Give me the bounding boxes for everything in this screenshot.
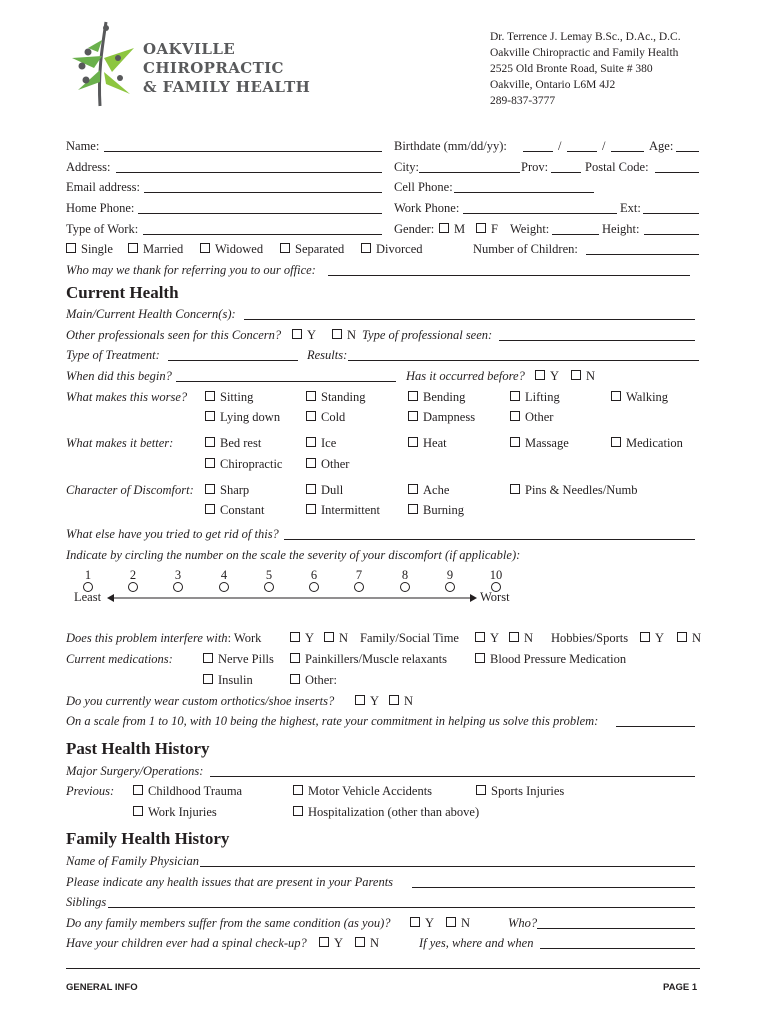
checkbox-icon — [510, 411, 520, 421]
scale-number: 9 — [446, 568, 454, 582]
checkbox-icon — [203, 653, 213, 663]
checkbox-icon — [640, 632, 650, 642]
option-label: N — [370, 936, 380, 950]
option-label: Dampness — [423, 410, 476, 424]
option-label: Massage — [525, 436, 569, 450]
home-phone-field[interactable] — [138, 213, 382, 214]
tried-field[interactable] — [284, 539, 695, 540]
option-label: Married — [143, 242, 184, 256]
option-label: Walking — [626, 390, 669, 404]
scale-circle[interactable] — [445, 582, 455, 592]
checkbox-icon — [361, 243, 371, 253]
occurred-label: Has it occurred before? — [406, 369, 525, 383]
weight-field[interactable] — [552, 234, 599, 235]
worse-label: What makes this worse? — [66, 390, 188, 404]
checkbox-icon — [293, 806, 303, 816]
other-prof-no[interactable] — [332, 328, 356, 343]
scale-circle[interactable] — [264, 582, 274, 592]
option-label: Pins & Needles/Numb — [525, 483, 638, 497]
cell-field[interactable] — [454, 192, 594, 193]
better-option[interactable] — [306, 457, 349, 472]
physician-field[interactable] — [200, 866, 695, 867]
better-option[interactable] — [205, 457, 282, 472]
checkbox-icon — [410, 917, 420, 927]
work-phone-label: Work Phone: — [394, 201, 460, 215]
checkbox-icon — [205, 411, 215, 421]
checkbox-icon — [510, 437, 520, 447]
character-option[interactable] — [306, 483, 343, 498]
results-label: Results: — [307, 348, 348, 362]
checkbox-icon — [203, 674, 213, 684]
checkbox-icon — [476, 785, 486, 795]
scale-number: 3 — [174, 568, 182, 582]
worse-option[interactable] — [408, 390, 465, 405]
city-field[interactable] — [419, 172, 520, 173]
option-label: Other — [525, 410, 554, 424]
character-option[interactable] — [205, 503, 264, 518]
family-no[interactable] — [509, 631, 533, 646]
checkbox-icon — [324, 632, 334, 642]
better-option[interactable] — [306, 436, 336, 451]
checkbox-icon — [535, 370, 545, 380]
option-label: Y — [490, 631, 500, 645]
option-label: Motor Vehicle Accidents — [308, 784, 433, 798]
checkbox-icon — [306, 504, 316, 514]
checkbox-icon — [439, 223, 449, 233]
worse-option[interactable] — [306, 410, 345, 425]
medication-option[interactable] — [290, 673, 337, 688]
checkbox-icon — [306, 391, 316, 401]
previous-option[interactable] — [133, 805, 217, 820]
address-line: 2525 Old Bronte Road, Suite # 380 — [490, 63, 653, 75]
scale-circle[interactable] — [400, 582, 410, 592]
checkbox-icon — [133, 785, 143, 795]
scale-circle[interactable] — [309, 582, 319, 592]
footer-left: GENERAL INFO — [66, 982, 138, 993]
character-option[interactable] — [306, 503, 380, 518]
clinic-logo — [64, 18, 314, 112]
children-label: Number of Children: — [473, 242, 578, 256]
checkbox-icon — [319, 937, 329, 947]
scale-number: 5 — [265, 568, 273, 582]
better-option[interactable] — [611, 436, 683, 451]
option-label: Y — [307, 328, 317, 342]
checkbox-icon — [290, 674, 300, 684]
option-label: F — [491, 222, 498, 236]
option-label: Burning — [423, 503, 464, 517]
medication-option[interactable] — [203, 652, 274, 667]
interfere-label — [66, 631, 261, 646]
option-label: Sharp — [220, 483, 250, 497]
scale-number: 2 — [129, 568, 137, 582]
logo-line-3: & FAMILY HEALTH — [143, 78, 311, 96]
checkbox-icon — [205, 458, 215, 468]
address-line: 289-837-3777 — [490, 95, 556, 107]
email-label: Email address: — [66, 180, 140, 194]
option-label: Cold — [321, 410, 346, 424]
children-field[interactable] — [586, 254, 699, 255]
previous-label: Previous: — [66, 784, 115, 798]
marital-divorced[interactable] — [361, 242, 423, 257]
prov-field[interactable] — [551, 172, 581, 173]
gender-m-option[interactable] — [439, 222, 465, 237]
option-label: Intermittent — [321, 503, 381, 517]
work-type-field[interactable] — [143, 234, 382, 235]
option-label: N — [586, 369, 596, 383]
checkbox-icon — [509, 632, 519, 642]
option-label: N — [339, 631, 349, 645]
scale-circle[interactable] — [173, 582, 183, 592]
checkbox-icon — [408, 437, 418, 447]
birthdate-label: Birthdate (mm/dd/yy): — [394, 139, 507, 153]
checkbox-icon — [408, 504, 418, 514]
family-social-label: Family/Social Time — [360, 631, 459, 645]
option-label: M — [454, 222, 466, 236]
who-field[interactable] — [537, 928, 695, 929]
checkbox-icon — [475, 632, 485, 642]
section-title-current-health: Current Health — [66, 283, 179, 302]
checkbox-icon — [292, 329, 302, 339]
date-separator: / — [602, 139, 606, 153]
option-label: Childhood Trauma — [148, 784, 243, 798]
address-field[interactable] — [116, 172, 382, 173]
option-label: Nerve Pills — [218, 652, 274, 666]
type-prof-field[interactable] — [499, 340, 695, 341]
option-label: Y — [655, 631, 665, 645]
concern-field[interactable] — [244, 319, 695, 320]
hobbies-label: Hobbies/Sports — [551, 631, 629, 645]
section-title-past-health: Past Health History — [66, 739, 210, 758]
type-prof-label: Type of professional seen: — [362, 328, 493, 342]
checkbox-icon — [355, 937, 365, 947]
date-separator: / — [558, 139, 562, 153]
birth-month-field[interactable] — [523, 151, 553, 152]
checkbox-icon — [389, 695, 399, 705]
siblings-field[interactable] — [108, 907, 695, 908]
previous-option[interactable] — [133, 784, 242, 799]
medication-option[interactable] — [475, 652, 626, 667]
checkbox-icon — [611, 391, 621, 401]
checkbox-icon — [611, 437, 621, 447]
checkbox-icon — [476, 223, 486, 233]
interfere-question: Does this problem interfere with — [66, 631, 228, 645]
checkbox-icon — [446, 917, 456, 927]
option-label: Y — [550, 369, 560, 383]
option-label: Dull — [321, 483, 344, 497]
marital-separated[interactable] — [280, 242, 344, 257]
better-option[interactable] — [205, 436, 261, 451]
results-field[interactable] — [348, 360, 699, 361]
birth-day-field[interactable] — [567, 151, 597, 152]
option-label: Widowed — [215, 242, 264, 256]
scale-number: 4 — [220, 568, 228, 582]
checkbox-icon — [306, 458, 316, 468]
footer-right: PAGE 1 — [663, 982, 698, 993]
treatment-field[interactable] — [168, 360, 298, 361]
home-phone-label: Home Phone: — [66, 201, 135, 215]
ext-label: Ext: — [620, 201, 641, 215]
option-label: Single — [81, 242, 113, 256]
option-label: Divorced — [376, 242, 423, 256]
checkbox-icon — [510, 391, 520, 401]
checkbox-icon — [128, 243, 138, 253]
occurred-yes[interactable] — [535, 369, 559, 384]
height-label: Height: — [602, 222, 640, 236]
option-label: Lifting — [525, 390, 560, 404]
where-label: If yes, where and when — [419, 936, 534, 950]
scale-number: 8 — [401, 568, 409, 582]
option-label: Chiropractic — [220, 457, 283, 471]
surgery-label: Major Surgery/Operations: — [66, 764, 204, 778]
option-label: Bed rest — [220, 436, 262, 450]
checkbox-icon — [205, 484, 215, 494]
option-label: N — [524, 631, 534, 645]
option-label: Sports Injuries — [491, 784, 565, 798]
checkbox-icon — [306, 437, 316, 447]
character-option[interactable] — [408, 483, 449, 498]
option-label: Y — [425, 916, 435, 930]
work-phone-field[interactable] — [463, 213, 617, 214]
checkbox-icon — [66, 243, 76, 253]
checkbox-icon — [205, 391, 215, 401]
checkbox-icon — [408, 391, 418, 401]
checkbox-icon — [280, 243, 290, 253]
checkbox-icon — [355, 695, 365, 705]
checkbox-icon — [290, 632, 300, 642]
checkbox-icon — [133, 806, 143, 816]
name-field[interactable] — [104, 151, 382, 152]
other-prof-yes[interactable] — [292, 328, 316, 343]
gender-label: Gender: — [394, 222, 435, 236]
address-line: Dr. Terrence J. Lemay B.Sc., D.Ac., D.C. — [490, 31, 681, 43]
checkbox-icon — [205, 437, 215, 447]
worst-label: Worst — [480, 590, 510, 604]
checkbox-icon — [290, 653, 300, 663]
city-label: City: — [394, 160, 420, 174]
work-type-label: Type of Work: — [66, 222, 139, 236]
character-option[interactable] — [510, 483, 638, 498]
better-label: What makes it better: — [66, 436, 174, 450]
option-label: Heat — [423, 436, 447, 450]
parents-label: Please indicate any health issues that are present in your Parents — [66, 875, 394, 889]
spinal-no[interactable] — [355, 936, 379, 951]
checkbox-icon — [205, 504, 215, 514]
logo-line-2: CHIROPRACTIC — [143, 59, 284, 77]
cell-label: Cell Phone: — [394, 180, 453, 194]
medications-label: Current medications: — [66, 652, 173, 666]
where-field[interactable] — [540, 948, 695, 949]
checkbox-icon — [200, 243, 210, 253]
character-label: Character of Discomfort: — [66, 483, 194, 497]
same-condition-label: Do any family members suffer from the same condition (as you)? — [66, 916, 391, 930]
hobbies-no[interactable] — [677, 631, 701, 646]
address-line: Oakville, Ontario L6M 4J2 — [490, 79, 616, 91]
option-label: Hospitalization (other than above) — [308, 805, 480, 819]
spinal-yes[interactable] — [319, 936, 343, 951]
worse-option[interactable] — [408, 410, 475, 425]
option-label: N — [404, 694, 414, 708]
least-label: Least — [74, 590, 102, 604]
severity-instruction: Indicate by circling the number on the scale the severity of your discomfort (if applicable): — [66, 548, 521, 562]
option-label: Ache — [423, 483, 450, 497]
postal-field[interactable] — [655, 172, 699, 173]
orthotics-yes[interactable] — [355, 694, 379, 709]
tried-label: What else have you tried to get rid of this? — [66, 527, 279, 541]
option-label: Y — [305, 631, 315, 645]
parents-field[interactable] — [412, 887, 695, 888]
spinal-label: Have your children ever had a spinal check-up? — [66, 936, 307, 950]
hobbies-yes[interactable] — [640, 631, 664, 646]
option-label: Work Injuries — [148, 805, 217, 819]
character-option[interactable] — [408, 503, 464, 518]
option-label: Bending — [423, 390, 466, 404]
scale-number: 7 — [355, 568, 363, 582]
work-yes[interactable] — [290, 631, 314, 646]
option-label: N — [461, 916, 471, 930]
option-label: Y — [370, 694, 380, 708]
postal-label: Postal Code: — [585, 160, 649, 174]
name-label: Name: — [66, 139, 100, 153]
option-label: Y — [334, 936, 344, 950]
previous-option[interactable] — [293, 784, 432, 799]
better-option[interactable] — [510, 436, 569, 451]
height-field[interactable] — [644, 234, 699, 235]
scale-number: 1 — [84, 568, 92, 582]
medication-option[interactable] — [290, 652, 447, 667]
option-label: Separated — [295, 242, 345, 256]
checkbox-icon — [293, 785, 303, 795]
scale-arrow-icon — [107, 593, 477, 603]
marital-widowed[interactable] — [200, 242, 263, 257]
option-label: Blood Pressure Medication — [490, 652, 627, 666]
checkbox-icon — [475, 653, 485, 663]
previous-option[interactable] — [476, 784, 564, 799]
marital-married[interactable] — [128, 242, 183, 257]
scale-number: 6 — [310, 568, 318, 582]
family-yes[interactable] — [475, 631, 499, 646]
interfere-work: : Work — [227, 631, 262, 645]
ext-field[interactable] — [643, 213, 699, 214]
option-label: Insulin — [218, 673, 253, 687]
treatment-label: Type of Treatment: — [66, 348, 160, 362]
option-label: Standing — [321, 390, 366, 404]
checkbox-icon — [510, 484, 520, 494]
prov-label: Prov: — [521, 160, 549, 174]
scale-circle[interactable] — [219, 582, 229, 592]
birth-year-field[interactable] — [611, 151, 644, 152]
worse-option[interactable] — [205, 390, 253, 405]
referral-label: Who may we thank for referring you to our office: — [66, 263, 316, 277]
scale-circle[interactable] — [354, 582, 364, 592]
better-option[interactable] — [408, 436, 447, 451]
physician-label: Name of Family Physician — [66, 854, 199, 868]
commitment-label: On a scale from 1 to 10, with 10 being the highest, rate your commitment in helping us solve this problem: — [66, 714, 599, 728]
when-began-label: When did this begin? — [66, 369, 172, 383]
option-label: Other — [321, 457, 350, 471]
referral-field[interactable] — [328, 275, 690, 276]
orthotics-label: Do you currently wear custom orthotics/shoe inserts? — [66, 694, 335, 708]
character-option[interactable] — [205, 483, 249, 498]
medication-option[interactable] — [203, 673, 253, 688]
option-label: Ice — [321, 436, 337, 450]
age-label: Age: — [649, 139, 674, 153]
orthotics-no[interactable] — [389, 694, 413, 709]
who-label: Who? — [508, 916, 538, 930]
scale-circle[interactable] — [128, 582, 138, 592]
spine-leaf-icon — [64, 18, 144, 112]
email-field[interactable] — [144, 192, 382, 193]
address-label: Address: — [66, 160, 111, 174]
option-label: Other: — [305, 673, 337, 687]
same-condition-no[interactable] — [446, 916, 470, 931]
worse-option[interactable] — [306, 390, 365, 405]
option-label: Constant — [220, 503, 265, 517]
concern-label: Main/Current Health Concern(s): — [66, 307, 236, 321]
gender-f-option[interactable] — [476, 222, 498, 237]
option-label: Lying down — [220, 410, 281, 424]
address-line: Oakville Chiropractic and Family Health — [490, 47, 679, 59]
siblings-label: Siblings — [66, 895, 107, 909]
checkbox-icon — [571, 370, 581, 380]
option-label: Sitting — [220, 390, 254, 404]
option-label: Medication — [626, 436, 683, 450]
occurred-no[interactable] — [571, 369, 595, 384]
when-began-field[interactable] — [176, 381, 396, 382]
option-label: Painkillers/Muscle relaxants — [305, 652, 447, 666]
previous-option[interactable] — [293, 805, 479, 820]
age-field[interactable] — [676, 151, 699, 152]
same-condition-yes[interactable] — [410, 916, 434, 931]
worse-option[interactable] — [510, 410, 553, 425]
other-prof-label: Other professionals seen for this Concern? — [66, 328, 282, 342]
footer-divider — [66, 968, 700, 969]
checkbox-icon — [306, 484, 316, 494]
checkbox-icon — [332, 329, 342, 339]
surgery-field[interactable] — [210, 776, 695, 777]
commitment-field[interactable] — [616, 726, 695, 727]
option-label: N — [692, 631, 702, 645]
work-no[interactable] — [324, 631, 348, 646]
logo-line-1: OAKVILLE — [143, 40, 236, 58]
weight-label: Weight: — [510, 222, 550, 236]
scale-number: 10 — [489, 568, 503, 582]
option-label: N — [347, 328, 357, 342]
worse-option[interactable] — [611, 390, 668, 405]
checkbox-icon — [408, 484, 418, 494]
worse-option[interactable] — [205, 410, 280, 425]
worse-option[interactable] — [510, 390, 560, 405]
section-title-family-health: Family Health History — [66, 829, 230, 848]
marital-single[interactable] — [66, 242, 113, 257]
checkbox-icon — [306, 411, 316, 421]
checkbox-icon — [677, 632, 687, 642]
checkbox-icon — [408, 411, 418, 421]
